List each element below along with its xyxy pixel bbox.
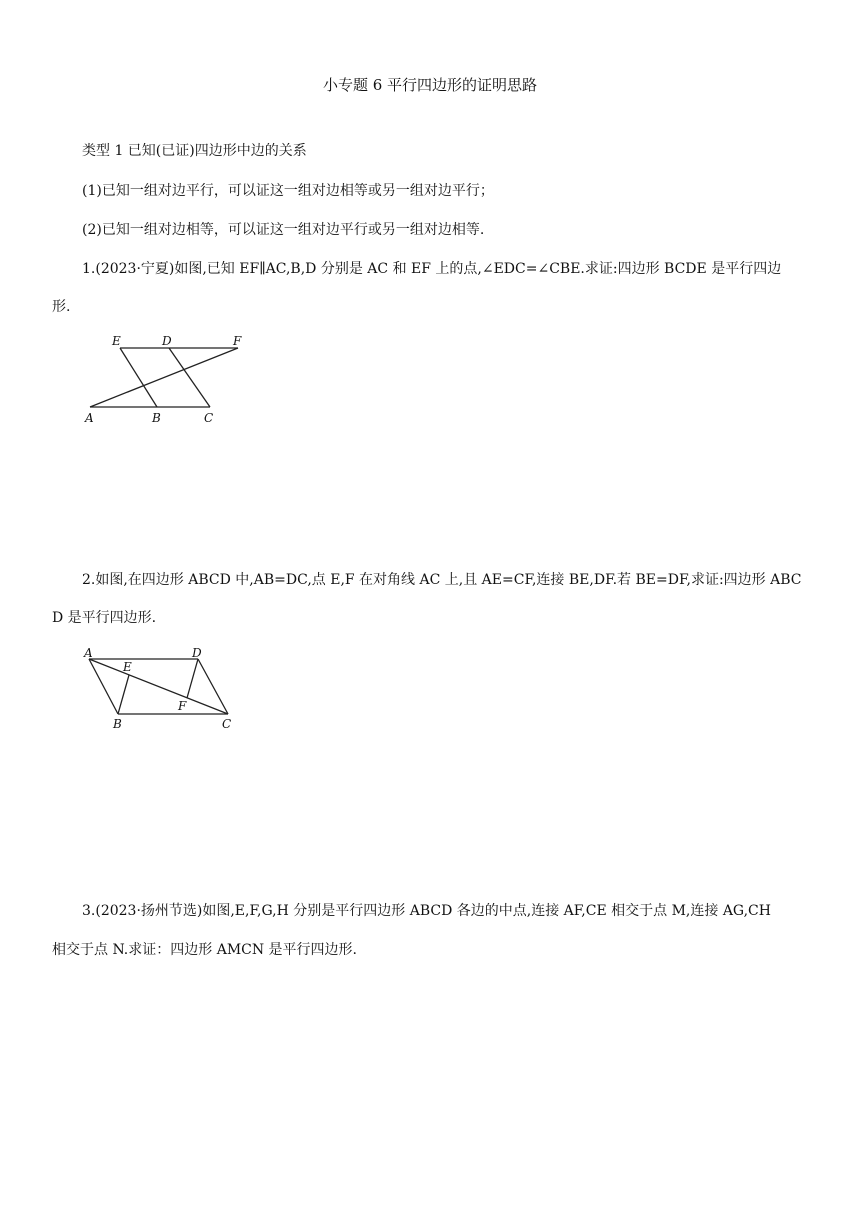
segment-dc (198, 659, 228, 714)
problem-2-line-2: D 是平行四边形. (52, 610, 157, 626)
label-d: D (192, 646, 202, 660)
label-e: E (123, 660, 132, 674)
label-f: F (233, 334, 242, 348)
label-c: C (222, 717, 232, 731)
segment-be (118, 675, 129, 714)
label-d: D (162, 334, 172, 348)
segment-af (90, 348, 238, 407)
figure-2 (80, 642, 250, 737)
label-b: B (113, 717, 122, 731)
problem-3-line-2: 相交于点 N.求证：四边形 AMCN 是平行四边形. (52, 942, 358, 958)
segment-dc (169, 348, 210, 407)
label-a: A (84, 646, 93, 660)
label-b: B (152, 411, 161, 425)
label-a: A (85, 411, 94, 425)
segment-ab (89, 659, 118, 714)
figure-1 (80, 330, 260, 430)
problem-1-line-1: 1.(2023·宁夏)如图,已知 EF∥AC,B,D 分别是 AC 和 EF 上的点,∠EDC=∠CBE.求证:四边形 BCDE 是平行四边 (82, 261, 782, 277)
hint-2: (2)已知一组对边相等，可以证这一组对边平行或另一组对边相等. (82, 222, 485, 238)
label-c: C (204, 411, 214, 425)
label-e: E (112, 334, 121, 348)
problem-3-line-1: 3.(2023·扬州节选)如图,E,F,G,H 分别是平行四边形 ABCD 各边的中点,连接 AF,CE 相交于点 M,连接 AG,CH (82, 903, 771, 919)
segment-eb (120, 348, 157, 407)
problem-1-line-2: 形. (52, 299, 71, 315)
problem-2-line-1: 2.如图,在四边形 ABCD 中,AB=DC,点 E,F 在对角线 AC 上,且 AE=CF,连接 BE,DF.若 BE=DF,求证:四边形 ABC (82, 572, 802, 588)
section-heading: 类型 1 已知(已证)四边形中边的关系 (82, 143, 307, 159)
segment-df (187, 659, 198, 698)
page-title: 小专题 6 平行四边形的证明思路 (322, 76, 538, 94)
segment-ac (89, 659, 228, 714)
hint-1: (1)已知一组对边平行，可以证这一组对边相等或另一组对边平行； (82, 183, 494, 199)
label-f: F (178, 699, 187, 713)
